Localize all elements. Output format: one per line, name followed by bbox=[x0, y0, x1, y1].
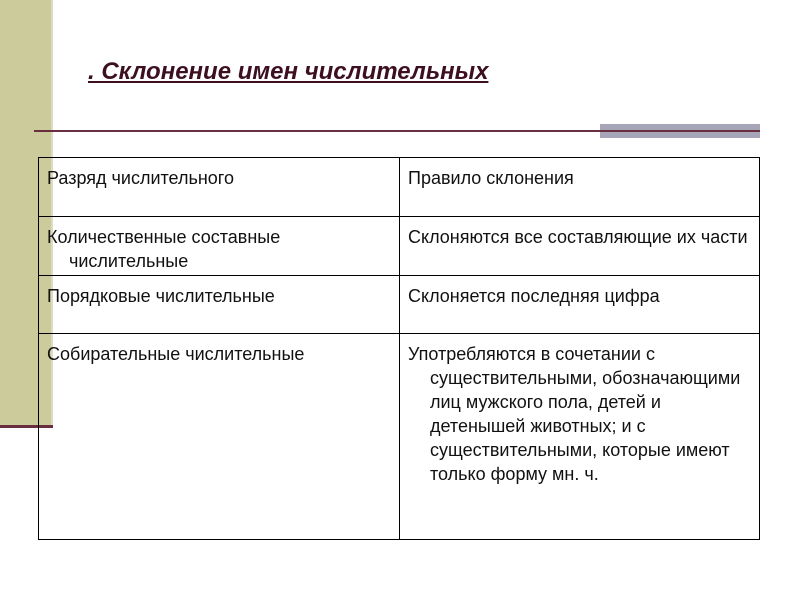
title-divider-line-overlay bbox=[600, 130, 760, 132]
cell-text: Собирательные числительные bbox=[47, 344, 305, 364]
table-header-row bbox=[39, 158, 760, 217]
cell-text: Склоняются все составляющие их части bbox=[408, 227, 748, 247]
table-cell-rule bbox=[400, 217, 760, 276]
header-label: Разряд числительного bbox=[47, 168, 234, 188]
table-row bbox=[39, 334, 760, 540]
table-cell-rule bbox=[400, 334, 760, 540]
header-label: Правило склонения bbox=[408, 168, 574, 188]
cell-text: Склоняется последняя цифра bbox=[408, 286, 660, 306]
slide-title: . Склонение имен числительных bbox=[88, 58, 489, 85]
header-cell-category bbox=[39, 158, 400, 217]
table-cell-category bbox=[39, 217, 400, 276]
cell-text: Количественные составные числительные bbox=[47, 227, 281, 271]
table-row bbox=[39, 217, 760, 276]
table-cell-category bbox=[39, 334, 400, 540]
cell-text: Употребляются в сочетании с существительными, обозначающими лиц мужского пола, детей и детенышей животных; и с существительными, которые имеют только форму мн. ч. bbox=[408, 344, 741, 484]
table-cell-rule bbox=[400, 276, 760, 334]
declension-table bbox=[38, 157, 760, 540]
cell-text: Порядковые числительные bbox=[47, 286, 275, 306]
header-cell-rule bbox=[400, 158, 760, 217]
table-cell-category bbox=[39, 276, 400, 334]
table-row bbox=[39, 276, 760, 334]
